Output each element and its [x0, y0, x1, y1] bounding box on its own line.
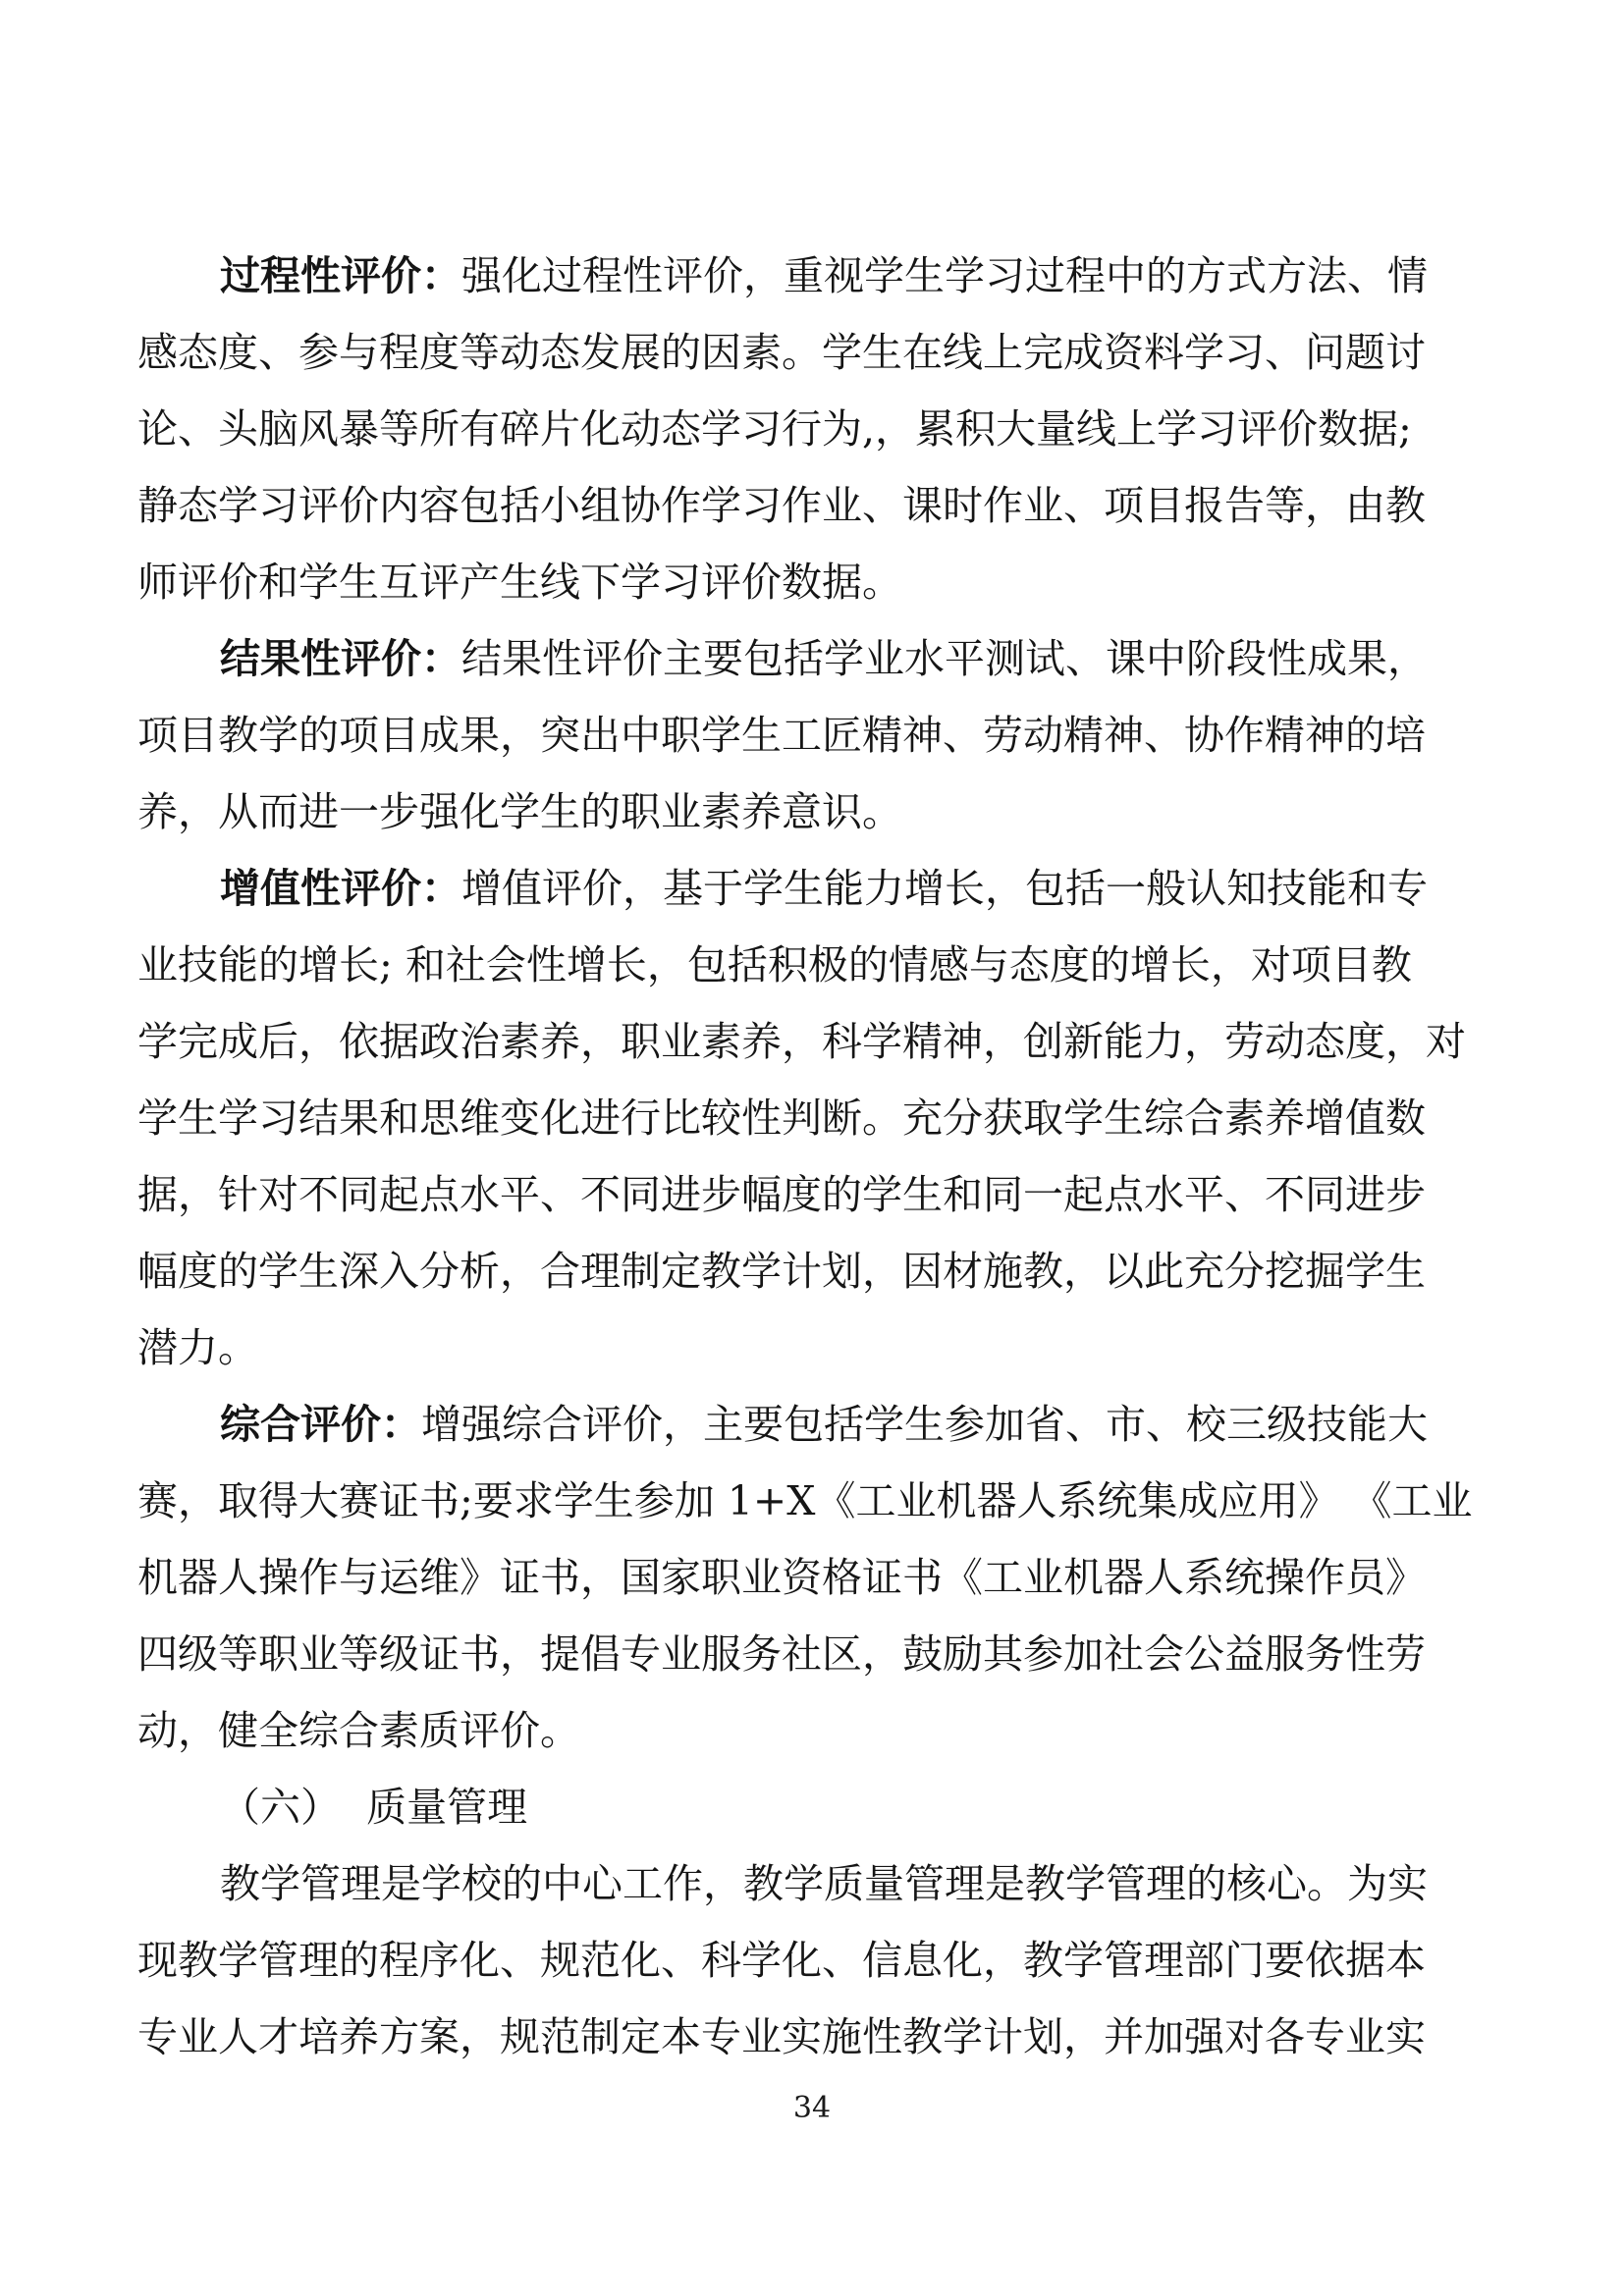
text-line	[137, 1845, 1490, 1922]
text-line	[137, 1999, 1490, 2075]
text-line	[137, 774, 1490, 850]
paragraph-text: 静态学习评价内容包括小组协作学习作业、课时作业、项目报告等，由教	[137, 482, 1426, 529]
paragraph-text: 赛，取得大赛证书;要求学生参加 1+X《工业机器人系统集成应用》 《工业	[137, 1477, 1473, 1524]
paragraph-text: 养，从而进一步强化学生的职业素养意识。	[137, 788, 902, 835]
paragraph-label: 过程性评价：	[220, 252, 461, 299]
text-line	[137, 927, 1490, 1003]
text-line	[137, 544, 1490, 620]
paragraph-label: 综合评价：	[220, 1401, 421, 1448]
paragraph-text: 增值评价，基于学生能力增长，包括一般认知技能和专	[461, 865, 1428, 912]
paragraph-text: 论、头脑风暴等所有碎片化动态学习行为,，累积大量线上学习评价数据;	[137, 405, 1412, 453]
paragraph-text: 据，针对不同起点水平、不同进步幅度的学生和同一起点水平、不同进步	[137, 1171, 1426, 1218]
text-line	[137, 1463, 1490, 1539]
paragraph-text: 专业人才培养方案，规范制定本专业实施性教学计划，并加强对各专业实	[137, 2013, 1426, 2060]
paragraph-label: 增值性评价：	[220, 865, 461, 912]
paragraph-text: 潜力。	[137, 1324, 258, 1371]
text-line	[137, 1309, 1490, 1386]
page-number: 34	[792, 2091, 832, 2125]
paragraph-text: 现教学管理的程序化、规范化、科学化、信息化，教学管理部门要依据本	[137, 1937, 1426, 1984]
paragraph-text: 师评价和学生互评产生线下学习评价数据。	[137, 559, 902, 606]
text-line	[137, 238, 1490, 314]
paragraph-text: 机器人操作与运维》证书，国家职业资格证书《工业机器人系统操作员》	[137, 1554, 1426, 1601]
paragraph-text: 感态度、参与程度等动态发展的因素。学生在线上完成资料学习、问题讨	[137, 329, 1426, 376]
text-line	[137, 314, 1490, 391]
text-line	[137, 391, 1490, 467]
text-line	[137, 467, 1490, 544]
paragraph-text: 强化过程性评价，重视学生学习过程中的方式方法、情	[461, 252, 1428, 299]
text-line	[137, 1539, 1490, 1616]
paragraph-text: 增强综合评价，主要包括学生参加省、市、校三级技能大	[421, 1401, 1428, 1448]
text-line	[137, 1233, 1490, 1309]
text-line	[137, 697, 1490, 774]
paragraph-text: 教学管理是学校的中心工作，教学质量管理是教学管理的核心。为实	[220, 1860, 1428, 1907]
text-line	[137, 1692, 1490, 1769]
text-line	[137, 1386, 1490, 1463]
paragraph-text: （六） 质量管理	[220, 1784, 528, 1831]
text-line	[137, 1156, 1490, 1233]
paragraph-text: 项目教学的项目成果，突出中职学生工匠精神、劳动精神、协作精神的培	[137, 712, 1426, 759]
text-line	[137, 1003, 1490, 1080]
paragraph-text: 学完成后，依据政治素养，职业素养，科学精神，创新能力，劳动态度，对	[137, 1018, 1466, 1065]
document-body	[137, 238, 1490, 2075]
text-line	[137, 620, 1490, 697]
text-line	[137, 1080, 1490, 1156]
text-line	[137, 1922, 1490, 1999]
text-line	[137, 850, 1490, 927]
paragraph-label: 结果性评价：	[220, 635, 461, 682]
paragraph-text: 幅度的学生深入分析，合理制定教学计划，因材施教，以此充分挖掘学生	[137, 1248, 1426, 1295]
text-line	[137, 1616, 1490, 1692]
paragraph-text: 结果性评价主要包括学业水平测试、课中阶段性成果，	[461, 635, 1428, 682]
paragraph-text: 四级等职业等级证书，提倡专业服务社区，鼓励其参加社会公益服务性劳	[137, 1630, 1426, 1678]
paragraph-text: 学生学习结果和思维变化进行比较性判断。充分获取学生综合素养增值数	[137, 1095, 1426, 1142]
text-line	[137, 1769, 1490, 1845]
paragraph-text: 业技能的增长; 和社会性增长，包括积极的情感与态度的增长，对项目教	[137, 941, 1412, 988]
paragraph-text: 动，健全综合素质评价。	[137, 1707, 580, 1754]
